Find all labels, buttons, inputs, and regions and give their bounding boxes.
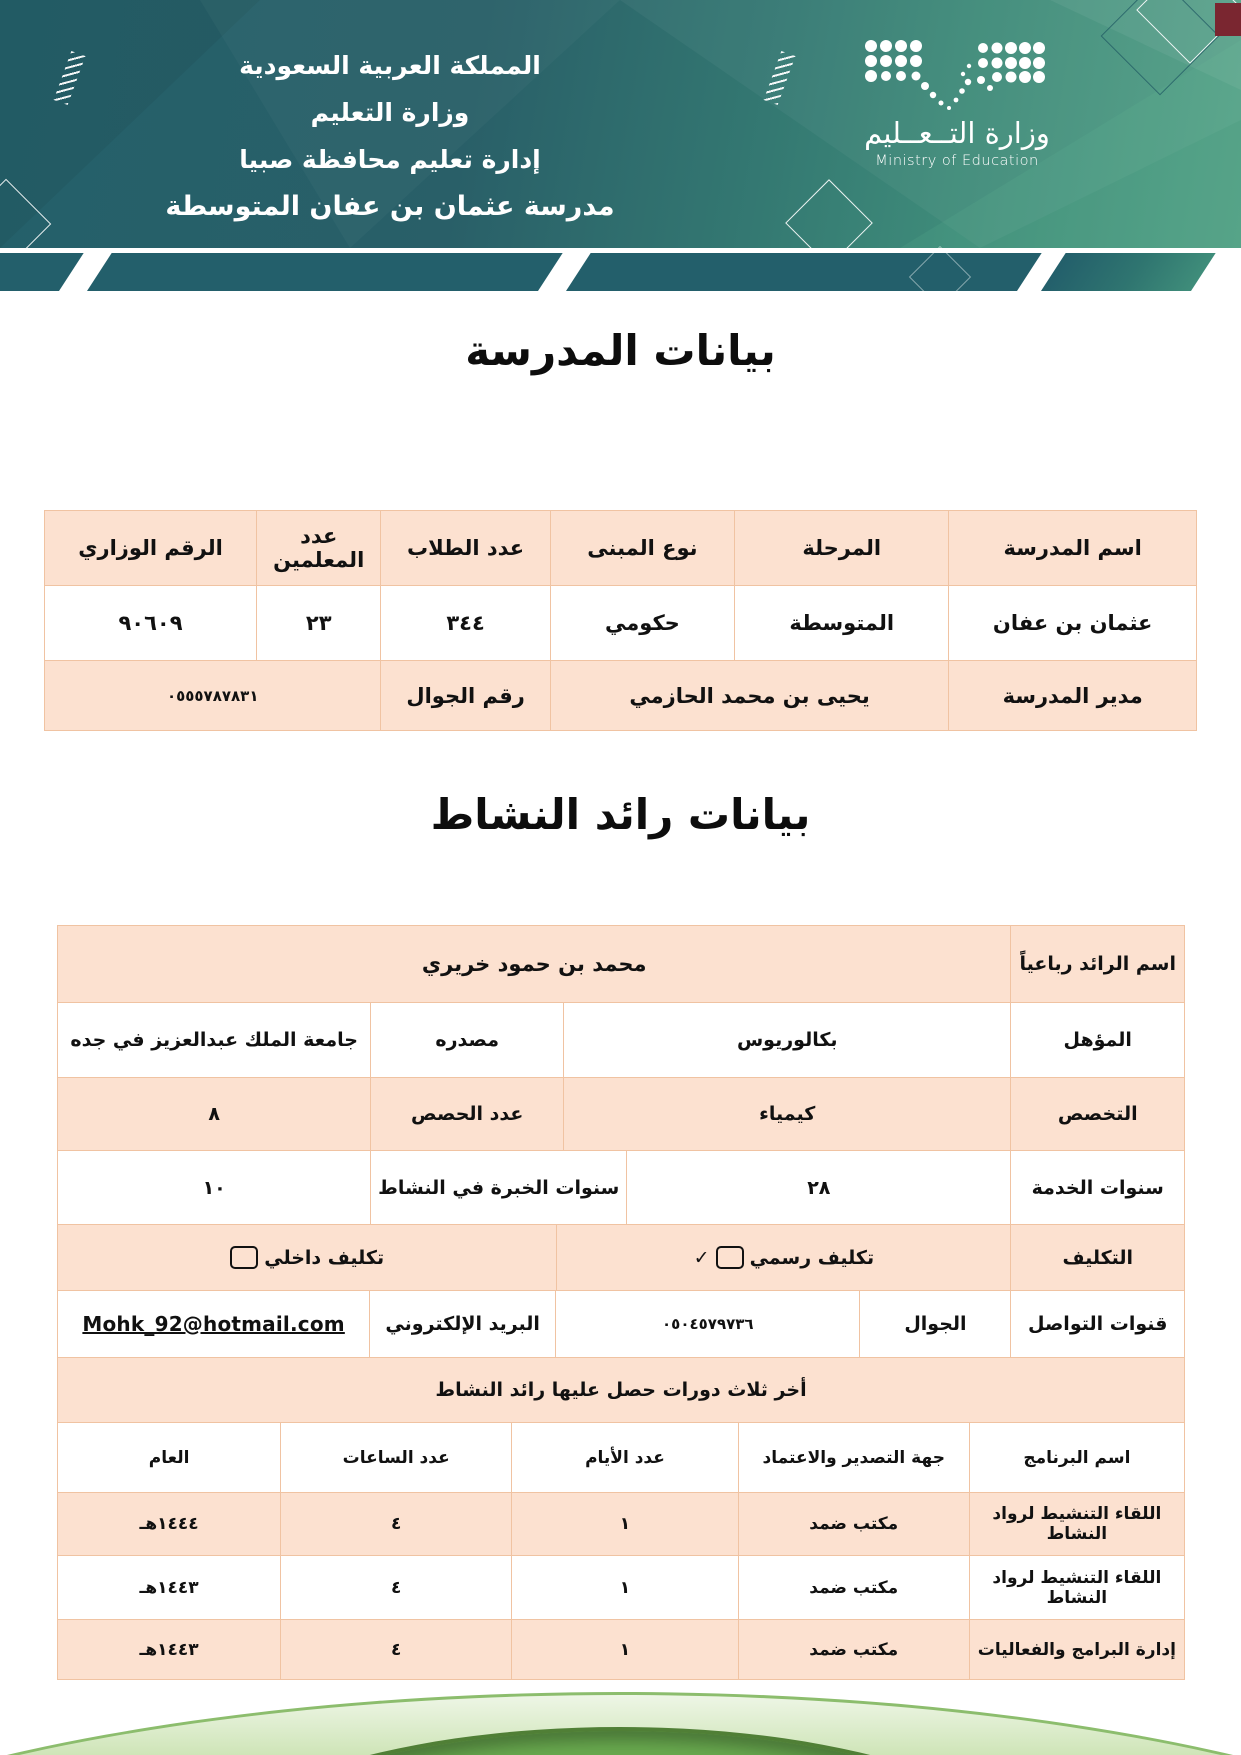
label-principal: مدير المدرسة (948, 661, 1196, 731)
org-line-school: مدرسة عثمان بن عفان المتوسطة (165, 191, 615, 222)
label-contact-channels: قنوات التواصل (1010, 1291, 1184, 1358)
check-icon: ✓ (693, 1246, 710, 1269)
course-year: ١٤٤٤هـ (57, 1493, 280, 1556)
assignment-official-option (556, 1225, 1010, 1291)
ribbon-segment (566, 253, 1042, 291)
value-activity-experience: ١٠ (57, 1151, 370, 1225)
value-leader-mobile: ٠٥٠٤٥٧٩٧٣٦ (555, 1291, 859, 1358)
courses-header-row (57, 1423, 1184, 1493)
corner-accent (1215, 3, 1241, 36)
course-row (57, 1556, 1184, 1620)
value-stage: المتوسطة (734, 586, 948, 661)
header-banner (0, 0, 1241, 248)
course-days: ١ (511, 1556, 738, 1620)
header-student-count: عدد الطلاب (380, 511, 549, 586)
value-student-count: ٣٤٤ (380, 586, 549, 661)
course-authority: مكتب ضمد (738, 1493, 969, 1556)
leader-assignment-row (57, 1225, 1184, 1291)
header-hours-count: عدد الساعات (280, 1423, 511, 1493)
org-line-ministry: وزارة التعليم (310, 98, 470, 127)
course-hours: ٤ (280, 1493, 511, 1556)
value-qualification-source: جامعة الملك عبدالعزيز في جده (57, 1003, 370, 1078)
label-email: البريد الإلكتروني (369, 1291, 555, 1358)
courses-title-row (57, 1358, 1184, 1423)
value-specialization: كيمياء (563, 1078, 1010, 1151)
school-section-title: بيانات المدرسة (465, 326, 776, 375)
value-teacher-count: ٢٣ (256, 586, 380, 661)
course-name: إدارة البرامج والفعاليات (969, 1620, 1184, 1680)
value-principal-mobile: ٠٥٥٥٧٨٧٨٣١ (44, 661, 380, 731)
label-assignment: التكليف (1010, 1225, 1184, 1291)
org-line-country: المملكة العربية السعودية (239, 51, 541, 80)
label-service-years: سنوات الخدمة (1010, 1151, 1184, 1225)
course-row (57, 1493, 1184, 1556)
ministry-of-education-logo (852, 36, 1062, 169)
school-table-header-row (44, 511, 1196, 586)
course-days: ١ (511, 1620, 738, 1680)
header-ministry-number: الرقم الوزاري (44, 511, 256, 586)
header-days-count: عدد الأيام (511, 1423, 738, 1493)
header-building-type: نوع المبنى (550, 511, 734, 586)
value-classes-count: ٨ (57, 1078, 370, 1151)
value-ministry-number: ٩٠٦٠٩ (44, 586, 256, 661)
course-year: ١٤٤٣هـ (57, 1556, 280, 1620)
assignment-internal-option (57, 1225, 556, 1291)
course-year: ١٤٤٣هـ (57, 1620, 280, 1680)
course-authority: مكتب ضمد (738, 1620, 969, 1680)
label-qualification-source: مصدره (370, 1003, 563, 1078)
label-mobile: الجوال (859, 1291, 1010, 1358)
school-table-principal-row (44, 661, 1196, 731)
value-leader-email[interactable]: Mohk_92@hotmail.com (57, 1291, 369, 1358)
ribbon-segment (0, 253, 84, 291)
org-line-administration: إدارة تعليم محافظة صبيا (239, 145, 541, 174)
leader-service-row (57, 1151, 1184, 1225)
value-qualification: بكالوريوس (563, 1003, 1010, 1078)
ribbon-segment (1041, 253, 1216, 291)
header-program-name: اسم البرنامج (969, 1423, 1184, 1493)
label-qualification: المؤهل (1010, 1003, 1184, 1078)
course-hours: ٤ (280, 1556, 511, 1620)
value-building-type: حكومي (550, 586, 734, 661)
leader-qualification-row (57, 1003, 1184, 1078)
course-name: اللقاء التنشيط لرواد النشاط (969, 1556, 1184, 1620)
header-year: العام (57, 1423, 280, 1493)
courses-section-title: أخر ثلاث دورات حصل عليها رائد النشاط (57, 1358, 1184, 1423)
course-hours: ٤ (280, 1620, 511, 1680)
label-mobile-number: رقم الجوال (380, 661, 549, 731)
value-service-years: ٢٨ (626, 1151, 1010, 1225)
school-table-values-row (44, 586, 1196, 661)
header-issuing-authority: جهة التصدير والاعتماد (738, 1423, 969, 1493)
leader-data-table (57, 925, 1185, 1680)
assignment-official-label: تكليف رسمي (749, 1246, 875, 1269)
leader-name-row (57, 926, 1184, 1003)
label-activity-experience: سنوات الخبرة في النشاط (370, 1151, 626, 1225)
label-leader-name: اسم الرائد رباعياً (1010, 926, 1184, 1003)
leader-section-title: بيانات رائد النشاط (430, 790, 811, 839)
leader-contact-row (57, 1291, 1184, 1358)
header-stage: المرحلة (734, 511, 948, 586)
course-authority: مكتب ضمد (738, 1556, 969, 1620)
course-name: اللقاء التنشيط لرواد النشاط (969, 1493, 1184, 1556)
label-specialization: التخصص (1010, 1078, 1184, 1151)
checkbox-internal-assignment[interactable] (230, 1246, 258, 1269)
organization-header-text (130, 42, 650, 230)
header-school-name: اسم المدرسة (948, 511, 1196, 586)
moe-wordmark-english: Ministry of Education (875, 153, 1039, 169)
value-principal-name: يحيى بن محمد الحازمي (550, 661, 949, 731)
label-classes-count: عدد الحصص (370, 1078, 563, 1151)
value-leader-name: محمد بن حمود خريري (57, 926, 1010, 1003)
leader-specialization-row (57, 1078, 1184, 1151)
moe-dots-icon (859, 36, 1055, 114)
header-teacher-count: عدد المعلمين (256, 511, 380, 586)
course-row (57, 1620, 1184, 1680)
assignment-internal-label: تكليف داخلي (264, 1246, 385, 1269)
moe-wordmark-arabic: وزارة التــعــليم (864, 116, 1050, 150)
value-school-name: عثمان بن عفان (948, 586, 1196, 661)
course-days: ١ (511, 1493, 738, 1556)
checkbox-official-assignment[interactable] (716, 1246, 744, 1269)
header-ribbon (0, 253, 1241, 291)
school-data-table (44, 510, 1197, 731)
ribbon-segment (87, 253, 563, 291)
